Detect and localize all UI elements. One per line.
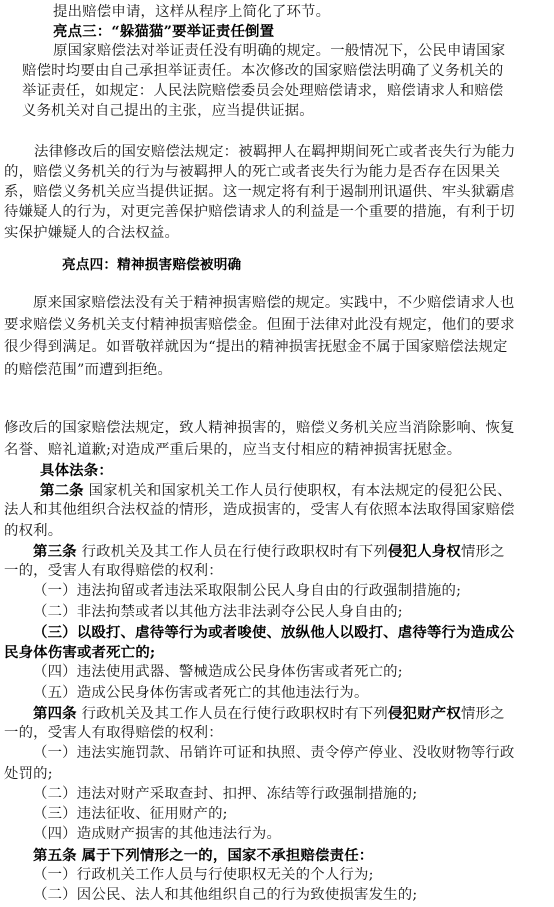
section-heading: 亮点三：“躲猫猫”要举证责任倒置 — [53, 23, 275, 41]
list-item: （三）以殴打、虐待等行为或者唆使、放纵他人以殴打、虐待等行为造成公 — [33, 623, 515, 641]
article-number: 第二条 — [40, 482, 84, 500]
emphasis-text: 侵犯财产权 — [387, 704, 461, 722]
emphasis-text: 侵犯人身权 — [387, 542, 461, 560]
list-item: （一）违法实施罚款、吊销许可证和执照、责令停产停业、没收财物等行政 — [33, 745, 515, 762]
text-line: 很少得到满足。如晋敬祥就因为“提出的精神损害抚慰金不属于国家赔偿法规定 — [4, 339, 508, 356]
article-line — [33, 704, 505, 724]
text-line: 原来国家赔偿法没有关于精神损害赔偿的规定。实践中，不少赔偿请求人也 — [33, 295, 515, 311]
article-text: 行政机关及其工作人员在行使行政职权时有下列 — [81, 543, 388, 560]
article-text: 属于下列情形之一的，国家不承担赔偿责任： — [81, 846, 374, 864]
article-text: 情形之 — [460, 705, 505, 722]
list-item: 处罚的; — [4, 765, 53, 782]
text-line: 实保护嫌疑人的合法权益。 — [4, 224, 180, 241]
list-item: （二）违法对财产采取查封、扣押、冻结等行政强制措施的; — [33, 785, 418, 802]
text-line: 法人和其他组织合法权益的情形，造成损害的，受害人有依照本法取得国家赔偿 — [4, 502, 515, 519]
list-item: （四）违法使用武器、警械造成公民身体伤害或者死亡的; — [33, 664, 403, 681]
list-item: （五）造成公民身体伤害或者死亡的其他违法行为。 — [33, 684, 369, 701]
text-line: 义务机关对自己提出的主张，应当提供证据。 — [22, 103, 314, 120]
article-number: 第五条 — [33, 846, 77, 864]
article-number: 第四条 — [33, 704, 77, 722]
article-text: 国家机关和国家机关工作人员行使职权，有本法规定的侵犯公民、 — [88, 483, 512, 500]
list-item: 民身体伤害或者死亡的; — [4, 644, 156, 661]
list-item: （三）违法征收、征用财产的; — [33, 806, 228, 822]
list-item: （二）非法拘禁或者以其他方法非法剥夺公民人身自由的; — [33, 603, 403, 620]
text-line: 的权利。 — [4, 522, 63, 539]
text-line: 的，赔偿义务机关的行为与被羁押人的死亡或者丧失行为能力是否存在因果关 — [4, 163, 501, 180]
section-heading: 亮点四：精神损害赔偿被明确 — [62, 257, 242, 274]
text-line: 法律修改后的国安赔偿法规定：被羁押人在羁押期间死亡或者丧失行为能力 — [34, 143, 516, 160]
article-line — [40, 481, 512, 501]
text-line: 赔偿时均要由自己承担举证责任。本次修改的国家赔偿法明确了义务机关的 — [22, 62, 504, 79]
article-line — [33, 542, 505, 562]
list-item: （一）行政机关工作人员与行使职权无关的个人行为; — [33, 866, 374, 883]
text-line: 一的，受害人有取得赔偿的权利： — [4, 563, 223, 580]
article-number: 第三条 — [33, 542, 77, 560]
text-line: 名誉、赔礼道歉;对造成严重后果的，应当支付相应的精神损害抚慰金。 — [4, 441, 462, 458]
text-line: 提出赔偿申请，这样从程序上简化了环节。 — [53, 3, 331, 20]
text-line: 待嫌疑人的行为，对更完善保护赔偿请求人的利益是一个重要的措施，有利于切 — [4, 204, 515, 221]
text-line: 的赔偿范围”而遭到拒绝。 — [4, 361, 173, 378]
list-item: （二）因公民、法人和其他组织自己的行为致使损害发生的; — [33, 887, 418, 903]
text-line: 一的，受害人有取得赔偿的权利： — [4, 725, 223, 741]
text-line: 要求赔偿义务机关支付精神损害赔偿金。但囿于法律对此没有规定，他们的要求 — [4, 317, 515, 334]
text-line: 系，赔偿义务机关应当提供证据。这一规定将有利于遏制刑讯逼供、牢头狱霸虐 — [4, 184, 515, 201]
text-line: 原国家赔偿法对举证责任没有明确的规定。一般情况下，公民申请国家 — [53, 42, 506, 59]
list-item: （四）造成财产损害的其他违法行为。 — [33, 826, 282, 843]
article-text: 行政机关及其工作人员在行使行政职权时有下列 — [81, 705, 388, 722]
article-line — [33, 846, 373, 866]
list-item: （一）违法拘留或者违法采取限制公民人身自由的行政强制措施的; — [33, 583, 462, 600]
subheading-specific-articles: 具体法条： — [40, 461, 113, 479]
text-line: 举证责任，如规定：人民法院赔偿委员会处理赔偿请求，赔偿请求人和赔偿 — [22, 82, 504, 99]
text-line: 修改后的国家赔偿法规定，致人精神损害的，赔偿义务机关应当消除影响、恢复 — [4, 420, 515, 437]
article-text: 情形之 — [460, 543, 505, 560]
